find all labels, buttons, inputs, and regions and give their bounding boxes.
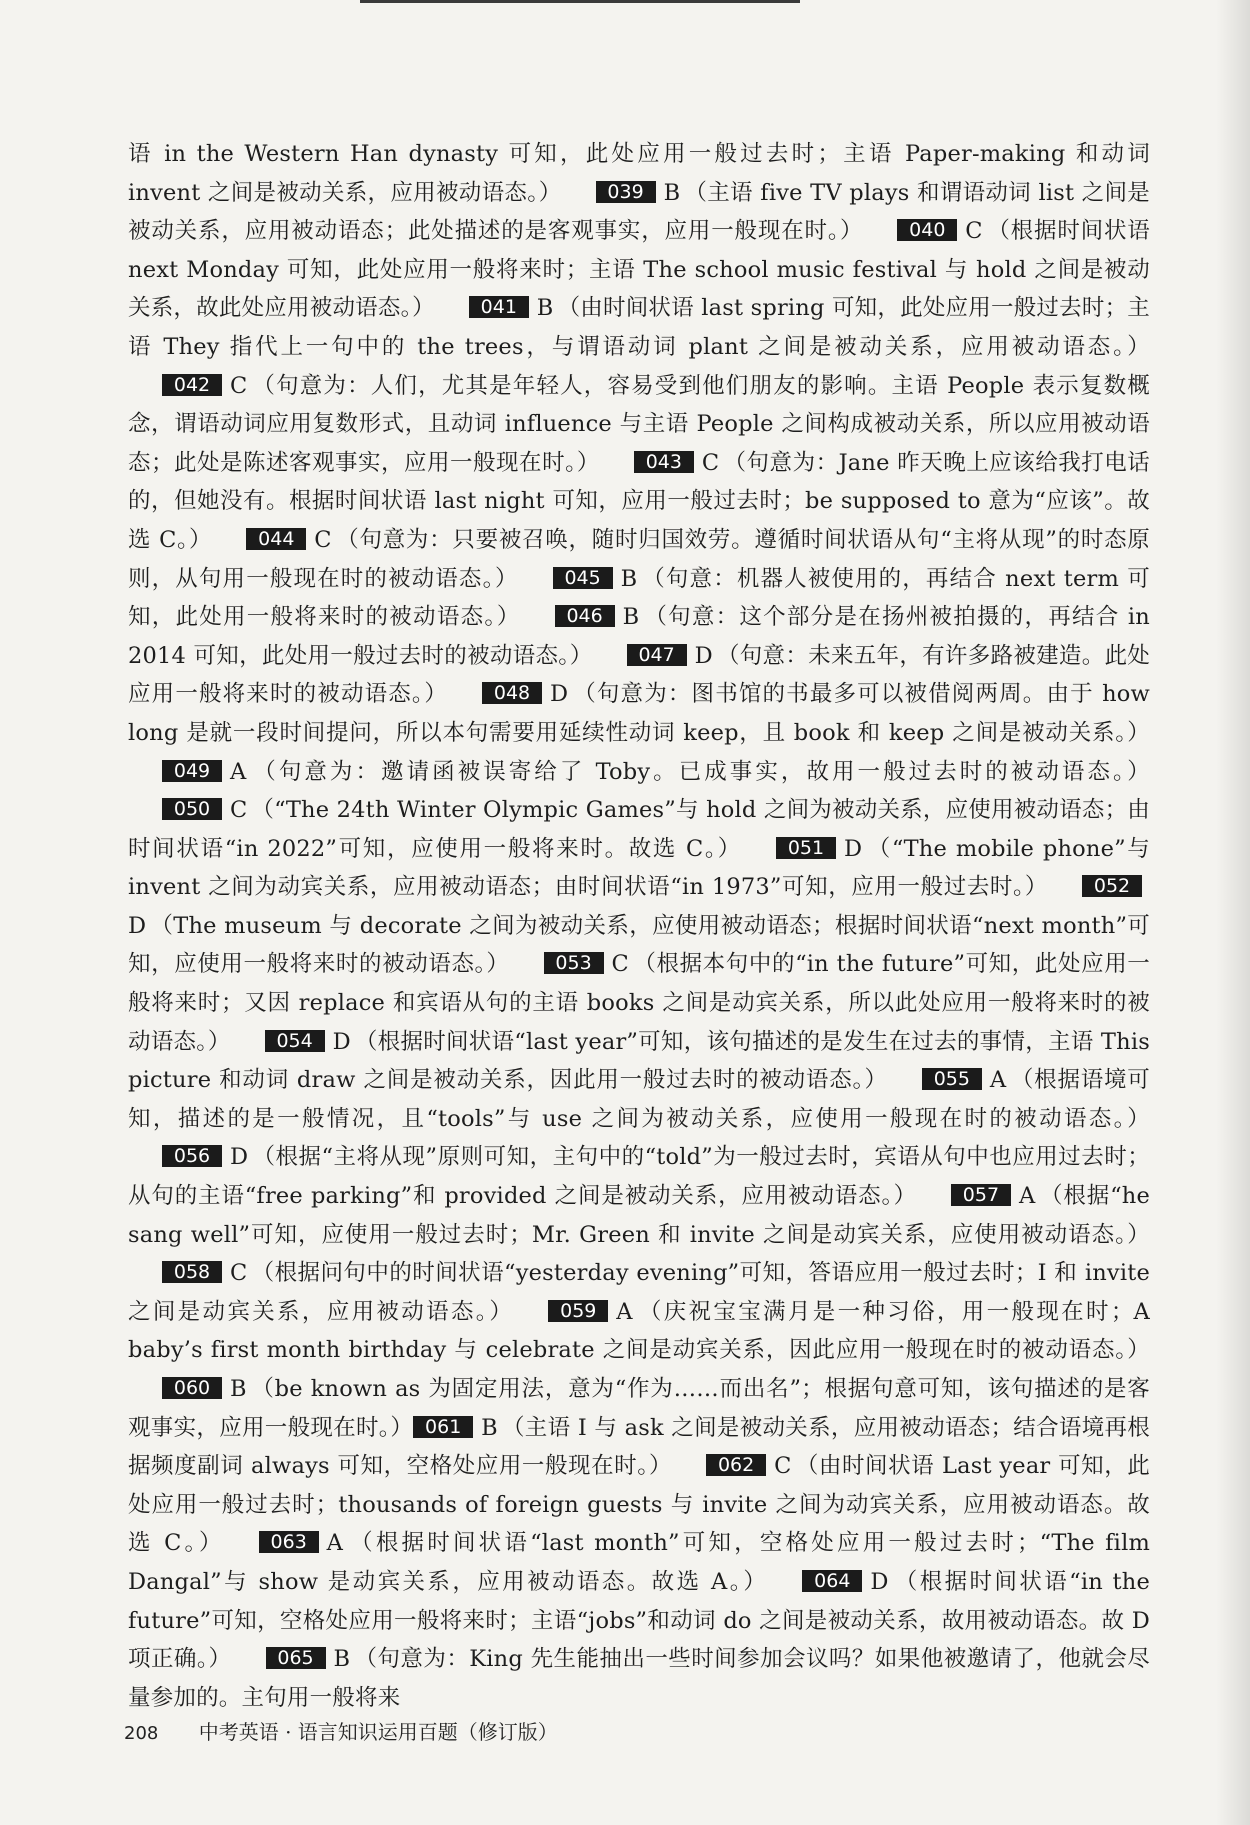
question-number-badge: 056 bbox=[162, 1145, 222, 1167]
question-number-badge: 057 bbox=[951, 1184, 1011, 1206]
explanation-text: （根据“主将从现”原则可知，主句中的“told”为一般过去时，宾语从句中也应用过去时；从句的主语“free parking”和 provided 之间是被动关系，应用被动语态。） bbox=[128, 1144, 1150, 1210]
explanation-text: （句意为：图书馆的书最多可以被借阅两周。由于 how long 是就一段时间提问，所以本句需要用延续性动词 keep，且 book 和 keep 之间是被动关系。） bbox=[128, 681, 1150, 746]
answer-letter: D bbox=[332, 1028, 351, 1055]
question-number-badge: 043 bbox=[634, 451, 694, 473]
explanation-text: （句意为：Jane 昨天晚上应该给我打电话的，但她没有。根据时间状语 last night 可知，应用一般过去时；be supposed to 意为“应该”。故选 C。） bbox=[128, 449, 1151, 553]
answer-letter: D bbox=[843, 835, 863, 862]
explanation-text: （句意为：邀请函被误寄给了 Toby。已成事实，故用一般过去时的被动语态。） bbox=[250, 758, 1150, 785]
answer-letter: C bbox=[230, 797, 248, 824]
answer-letter: D bbox=[128, 912, 147, 939]
explanation-text: （主语 five TV plays 和谓语动词 list 之间是被动关系，应用被动语态；此处描述的是客观事实，应用一般现在时。） bbox=[128, 179, 1150, 245]
answer-letter: D bbox=[550, 681, 569, 708]
explanation-text: （句意为：King 先生能抽出一些时间参加会议吗？如果他被邀请了，他就会尽量参加的。主句用一般将来 bbox=[128, 1646, 1150, 1711]
question-number-badge: 048 bbox=[482, 682, 542, 704]
explanation-text: （根据时间状语“in the future”可知，空格处应用一般将来时；主语“jobs”和动词 do 之间是被动关系，故用被动语态。故 D 项正确。） bbox=[128, 1568, 1150, 1673]
answer-letter: B bbox=[663, 179, 681, 206]
page-edge-shadow bbox=[1216, 0, 1250, 1825]
question-number-badge: 062 bbox=[706, 1454, 766, 1476]
question-number-badge: 046 bbox=[555, 605, 615, 627]
answer-letter: C bbox=[774, 1453, 792, 1480]
explanation-text: （由时间状语 Last year 可知，此处应用一般过去时；thousands of foreign guests 与 invite 之间为动宾关系，应用被动语态。故选 C。） bbox=[128, 1453, 1150, 1557]
answer-letter: C bbox=[611, 951, 629, 978]
answer-letter: B bbox=[481, 1414, 498, 1441]
answer-letter: B bbox=[333, 1646, 351, 1673]
explanation-text: （庆祝宝宝满月是一种习俗，用一般现在时；A baby’s first month birthday 与 celebrate 之间是动宾关系，因此应用一般现在时的被动语态。） bbox=[128, 1298, 1151, 1364]
question-number-badge: 050 bbox=[162, 798, 222, 820]
question-number-badge: 061 bbox=[413, 1416, 473, 1438]
explanation-text: （句意为：只要被召唤，随时归国效劳。遵循时间状语从句“主将从现”的时态原则，从句用一般现在时的被动语态。） bbox=[128, 526, 1150, 592]
question-number-badge: 053 bbox=[544, 952, 604, 974]
explanation-text: （根据时间状语 next Monday 可知，此处应用一般将来时；主语 The school music festival 与 hold 之间是被动关系，故此处应用被动语态。） bbox=[128, 218, 1151, 322]
answer-letter: B bbox=[620, 565, 638, 592]
lead-text: 语 in the Western Han dynasty 可知，此处应用一般过去时；主语 Paper-making 和动词 invent 之间是被动关系，应用被动语态。） bbox=[128, 141, 1150, 206]
question-number-badge: 039 bbox=[596, 181, 656, 203]
answer-letter: A bbox=[1018, 1183, 1036, 1210]
answer-items bbox=[128, 180, 1150, 1711]
book-title: 中考英语 · 语言知识运用百题（修订版） bbox=[198, 1720, 558, 1744]
question-number-badge: 049 bbox=[162, 760, 222, 782]
question-number-badge: 051 bbox=[776, 837, 836, 859]
explanation-text: （根据本句中的“in the future”可知，此处应用一般将来时；又因 replace 和宾语从句的主语 books 之间是动宾关系，所以此处应用一般将来时的被动语态。） bbox=[128, 951, 1150, 1055]
answer-letter: A bbox=[326, 1530, 344, 1557]
question-number-badge: 045 bbox=[553, 567, 613, 589]
explanation-text: （“The mobile phone”与 invent 之间为动宾关系，应用被动语态；由时间状语“in 1973”可知，应用一般过去时。） bbox=[128, 835, 1150, 901]
question-number-badge: 040 bbox=[897, 219, 957, 241]
explanation-text: （由时间状语 last spring 可知，此处应用一般过去时；主语 They 指代上一句中的 the trees，与谓语动词 plant 之间是被动关系，应用被动语态。） bbox=[128, 295, 1150, 360]
question-number-badge: 058 bbox=[162, 1261, 222, 1283]
question-number-badge: 041 bbox=[469, 296, 529, 318]
question-number-badge: 047 bbox=[627, 644, 687, 666]
answer-letter: A bbox=[989, 1067, 1007, 1094]
top-rule bbox=[360, 0, 800, 3]
question-number-badge: 060 bbox=[162, 1377, 222, 1399]
explanation-text: （be known as 为固定用法，意为“作为……而出名”；根据句意可知，该句描述的是客观事实，应用一般现在时。） bbox=[128, 1376, 1150, 1441]
explanation-text: （句意：未来五年，有许多路被建造。此处应用一般将来时的被动语态。） bbox=[128, 642, 1150, 708]
question-number-badge: 042 bbox=[162, 374, 222, 396]
page-footer bbox=[124, 1716, 558, 1745]
answer-item bbox=[128, 1646, 1150, 1711]
explanation-text: （句意：机器人被使用的，再结合 next term 可知，此处用一般将来时的被动语态。） bbox=[128, 565, 1150, 631]
page-number: 208 bbox=[124, 1723, 159, 1744]
explanation-text: （The museum 与 decorate 之间为被动关系，应使用被动语态；根据时间状语“next month”可知，应使用一般将来时的被动语态。） bbox=[128, 912, 1150, 978]
question-number-badge: 065 bbox=[266, 1647, 326, 1669]
explanation-text: （根据问句中的时间状语“yesterday evening”可知，答语应用一般过去时；I 和 invite 之间是动宾关系，应用被动语态。） bbox=[128, 1260, 1150, 1325]
question-number-badge: 054 bbox=[265, 1030, 325, 1052]
question-number-badge: 052 bbox=[1082, 875, 1142, 897]
answer-letter: A bbox=[230, 758, 247, 785]
explanation-text: （主语 I 与 ask 之间是被动关系，应用被动语态；结合语境再根据频度副词 always 可知，空格处应用一般现在时。） bbox=[128, 1414, 1150, 1480]
explanation-text: （根据语境可知，描述的是一般情况，且“tools”与 use 之间为被动关系，应使用一般现在时的被动语态。） bbox=[128, 1067, 1151, 1132]
question-number-badge: 064 bbox=[802, 1570, 862, 1592]
answer-letter: D bbox=[694, 642, 713, 669]
answer-letter: D bbox=[230, 1144, 249, 1171]
answer-letter: C bbox=[230, 1260, 248, 1287]
explanation-text: （“The 24th Winter Olympic Games”与 hold 之间为被动关系，应使用被动语态；由时间状语“in 2022”可知，应使用一般将来时。故选 C。） bbox=[128, 797, 1150, 862]
answer-letter: C bbox=[701, 449, 720, 476]
answer-letter: A bbox=[616, 1298, 633, 1325]
answer-letter: B bbox=[230, 1376, 247, 1402]
explanation-text: （句意为：人们，尤其是年轻人，容易受到他们朋友的影响。主语 People 表示复数概念，谓语动词应用复数形式，且动词 influence 与主语 People 之间构成被动关系，所以应用被动语态；此处是陈述客观事实，应用一般现在时。） bbox=[128, 372, 1150, 476]
answer-letter: D bbox=[870, 1568, 889, 1595]
answer-letter: B bbox=[622, 604, 640, 631]
question-number-badge: 055 bbox=[922, 1068, 982, 1090]
answer-letter: C bbox=[965, 218, 983, 245]
answer-explanations bbox=[128, 135, 1150, 1717]
answer-letter: B bbox=[536, 295, 554, 322]
answer-letter: C bbox=[230, 372, 248, 399]
explanation-text: （根据“he sang well”可知，应使用一般过去时；Mr. Green 和 invite 之间是动宾关系，应使用被动语态。） bbox=[128, 1183, 1150, 1248]
explanation-text: （根据时间状语“last month”可知，空格处应用一般过去时；“The film Dangal”与 show 是动宾关系，应用被动语态。故选 A。） bbox=[128, 1530, 1151, 1595]
answer-letter: C bbox=[314, 526, 332, 553]
answer-item bbox=[128, 759, 1150, 785]
question-number-badge: 044 bbox=[246, 528, 306, 550]
question-number-badge: 063 bbox=[259, 1531, 319, 1553]
explanation-text: （根据时间状语“last year”可知，该句描述的是发生在过去的事情，主语 This picture 和动词 draw 之间是被动关系，因此用一般过去时的被动语态。） bbox=[128, 1028, 1150, 1094]
explanation-text: （句意：这个部分是在扬州被拍摄的，再结合 in 2014 可知，此处用一般过去时的被动语态。） bbox=[128, 604, 1150, 669]
question-number-badge: 059 bbox=[548, 1300, 608, 1322]
